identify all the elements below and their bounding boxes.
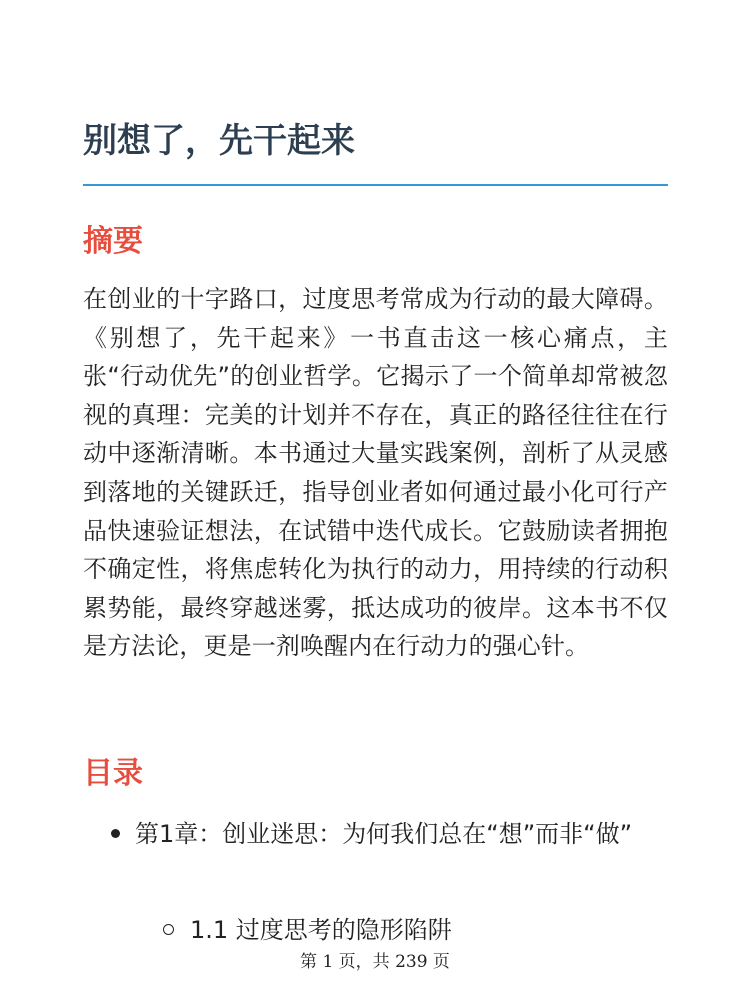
toc-heading: 目录 <box>83 756 143 791</box>
title-divider <box>83 184 668 186</box>
toc-subitem-1-1[interactable] <box>190 912 452 948</box>
toc-item-chapter-1[interactable] <box>135 816 645 852</box>
toc-subitem-label: 1.1 过度思考的隐形陷阱 <box>190 916 452 944</box>
bullet-icon <box>111 829 120 838</box>
abstract-heading: 摘要 <box>83 224 143 259</box>
document-title: 别想了，先干起来 <box>83 121 355 161</box>
page-number-footer: 第 1 页，共 239 页 <box>300 952 450 972</box>
hollow-bullet-icon <box>163 924 174 935</box>
abstract-paragraph: 在创业的十字路口，过度思考常成为行动的最大障碍。《别想了，先干起来》一书直击这一核心痛点，主张“行动优先”的创业哲学。它揭示了一个简单却常被忽视的真理：完美的计划并不存在，真正的路径往往在行动中逐渐清晰。本书通过大量实践案例，剖析了从灵感到落地的关键跃迁，指导创业者如何通过最小化可行产品快速验证想法，在试错中迭代成长。它鼓励读者拥抱不确定性，将焦虑转化为执行的动力，用持续的行动积累势能，最终穿越迷雾，抵达成功的彼岸。这本书不仅是方法论，更是一剂唤醒内在行动力的强心针。 <box>83 285 668 661</box>
toc-item-label: 第1章：创业迷思：为何我们总在“想”而非“做” <box>135 820 633 848</box>
